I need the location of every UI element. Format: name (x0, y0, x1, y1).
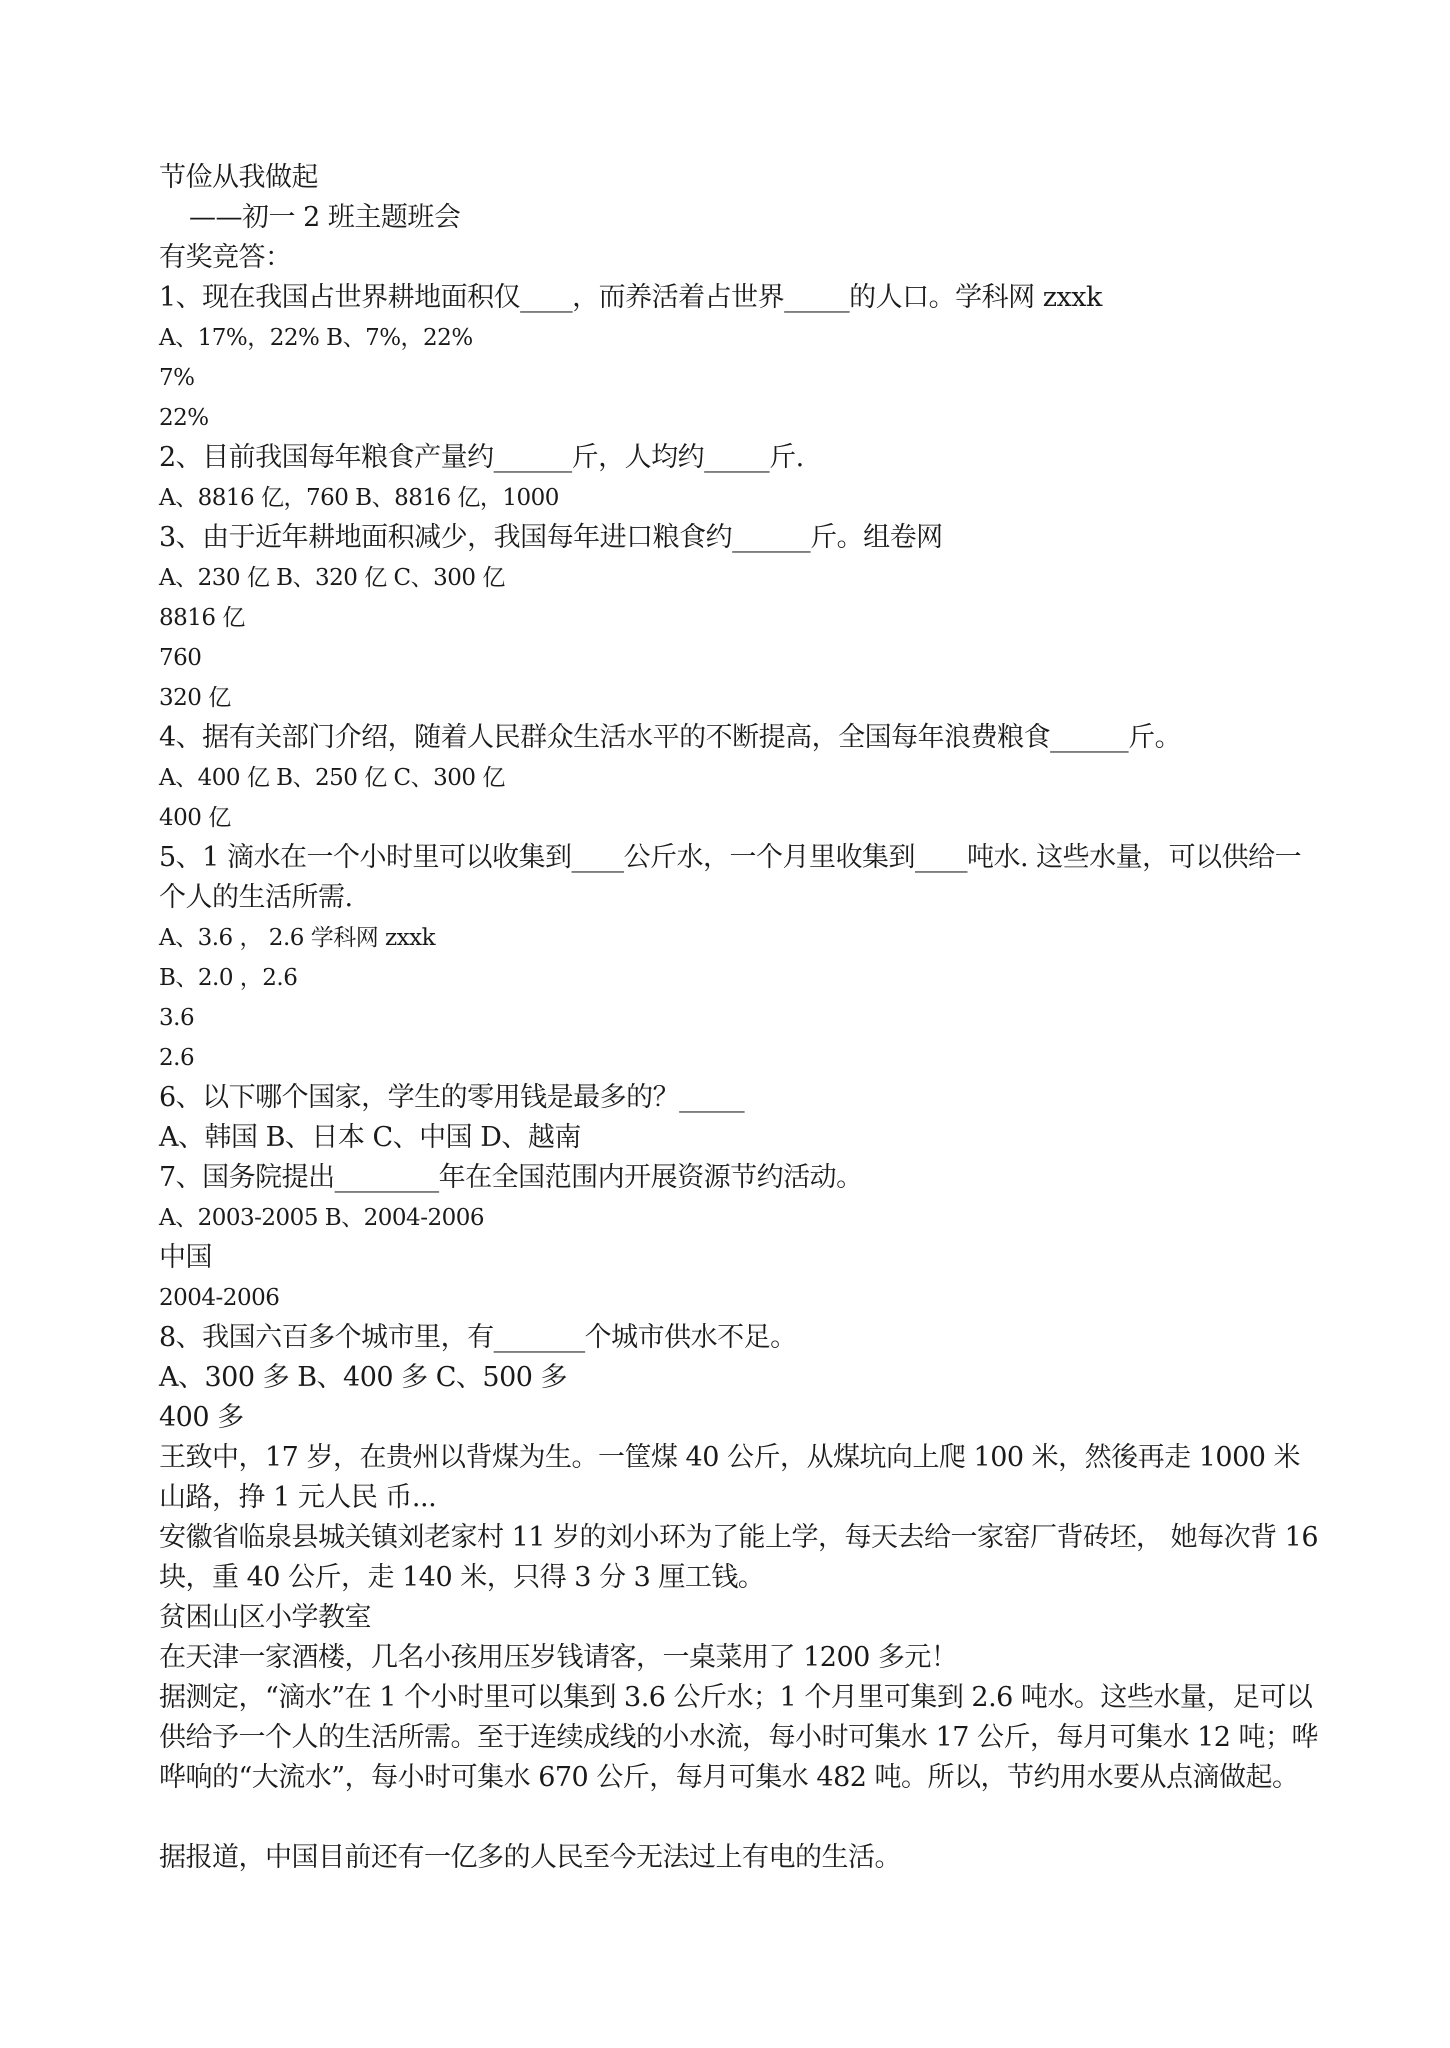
question-7: 7、国务院提出________年在全国范围内开展资源节约活动。 (159, 1162, 863, 1193)
story-paragraph: 在天津一家酒楼，几名小孩用压岁钱请客，一桌菜用了 1200 多元！ (159, 1642, 958, 1673)
question-7-options: A、2003-2005 B、2004-2006 (159, 1205, 484, 1231)
question-5: 5、1 滴水在一个小时里可以收集到____公斤水，一个月里收集到____吨水. 这些水量，可以供给一个人的生活所需. (159, 842, 1302, 913)
question-6-options: A、韩国 B、日本 C、中国 D、越南 (159, 1122, 581, 1153)
question-3-answer: 320 亿 (159, 685, 231, 711)
question-2-options: A、8816 亿，760 B、8816 亿，1000 (159, 485, 559, 511)
story-paragraph: 王致中，17 岁，在贵州以背煤为生。一筐煤 40 公斤，从煤坑向上爬 100 米，然後再走 1000 米山路，挣 1 元人民 币... (159, 1442, 1301, 1513)
question-4-options: A、400 亿 B、250 亿 C、300 亿 (159, 765, 505, 791)
question-8: 8、我国六百多个城市里，有_______个城市供水不足。 (159, 1322, 797, 1353)
question-7-answer: 2004-2006 (159, 1285, 280, 1311)
question-4-answer: 400 亿 (159, 805, 231, 831)
question-1: 1、现在我国占世界耕地面积仅____，而养活着占世界_____的人口。学科网 zxxk (159, 282, 1102, 313)
document-body (159, 158, 1319, 1878)
question-1-answer: 22% (159, 405, 209, 431)
blank-line (159, 1798, 1319, 1838)
story-paragraph: 安徽省临泉县城关镇刘老家村 11 岁的刘小环为了能上学，每天去给一家窑厂背砖坯， 她每次背 16 块，重 40 公斤，走 140 米，只得 3 分 3 厘工钱。 (159, 1522, 1319, 1593)
question-5-options: A、3.6 ， 2.6 学科网 zxxk (159, 925, 436, 951)
document-title: 节俭从我做起 (159, 162, 318, 193)
question-3-answer: 760 (159, 645, 202, 671)
question-7-answer: 中国 (159, 1242, 212, 1273)
question-5-answer: 2.6 (159, 1045, 195, 1071)
question-5-answer: 3.6 (159, 1005, 195, 1031)
closing-paragraph: 据报道，中国目前还有一亿多的人民至今无法过上有电的生活。 (159, 1842, 901, 1873)
question-3: 3、由于近年耕地面积减少，我国每年进口粮食约______斤。组卷网 (159, 522, 943, 553)
question-8-answer: 400 多 (159, 1402, 244, 1433)
question-3-answer: 8816 亿 (159, 605, 245, 631)
question-2: 2、目前我国每年粮食产量约______斤，人均约_____斤. (159, 442, 804, 473)
question-1-answer: 7% (159, 365, 195, 391)
image-caption: 贫困山区小学教室 (159, 1602, 371, 1633)
question-8-options: A、300 多 B、400 多 C、500 多 (159, 1362, 568, 1393)
section-heading: 有奖竞答： (159, 242, 292, 273)
question-5-options: B、2.0 ，2.6 (159, 965, 298, 991)
question-4: 4、据有关部门介绍，随着人民群众生活水平的不断提高，全国每年浪费粮食______斤。 (159, 722, 1182, 753)
water-paragraph: 据测定，“滴水”在 1 个小时里可以集到 3.6 公斤水；1 个月里可集到 2.6 吨水。这些水量，足可以供给予一个人的生活所需。至于连续成线的小水流，每小时可集水 17 公斤，每月可集水 12 吨；哗哗响的“大流水”，每小时可集水 670 公斤，每月可集水 482 吨。所以，节约用水要从点滴做起。 (159, 1682, 1319, 1793)
question-1-options: A、17%，22% B、7%，22% (159, 325, 473, 351)
question-3-options: A、230 亿 B、320 亿 C、300 亿 (159, 565, 505, 591)
document-subtitle: ——初一 2 班主题班会 (189, 202, 461, 233)
question-6: 6、以下哪个国家，学生的零用钱是最多的？_____ (159, 1082, 745, 1113)
